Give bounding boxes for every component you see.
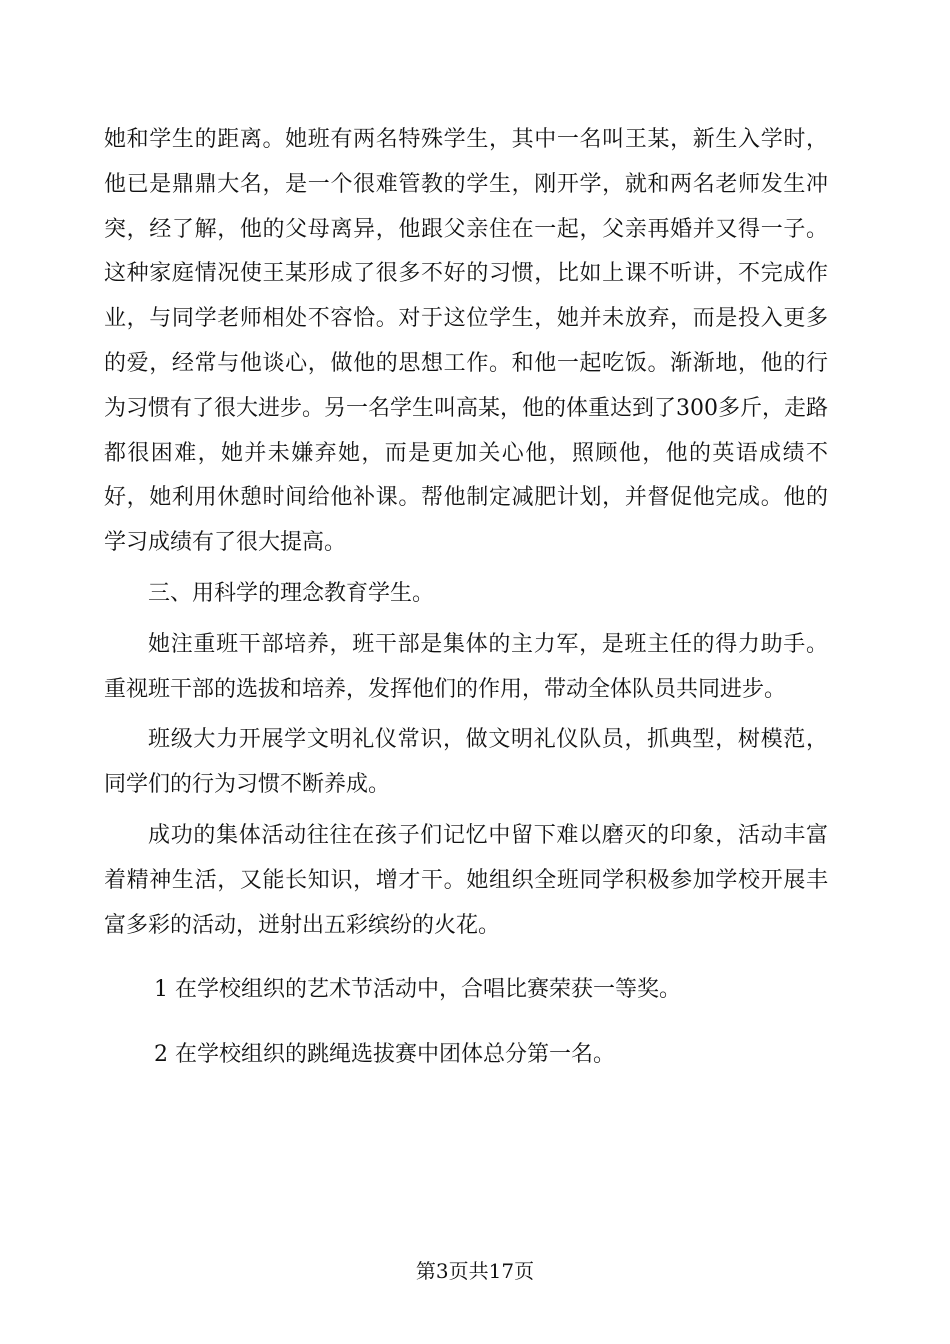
list-item: 2 在学校组织的跳绳选拔赛中团体总分第一名。 <box>154 1042 615 1068</box>
paragraph-etiquette: 班级大力开展学文明礼仪常识，做文明礼仪队员，抓典型，树模范，同学们的行为习惯不断养成。 <box>104 727 828 798</box>
paragraph-class-cadres: 她注重班干部培养，班干部是集体的主力军，是班主任的得力助手。重视班干部的选拔和培养，发挥他们的作用，带动全体队员共同进步。 <box>104 631 828 702</box>
page-number-footer: 第3页共17页 <box>415 1259 535 1283</box>
list-item: 1 在学校组织的艺术节活动中，合唱比赛荣获一等奖。 <box>154 977 681 1003</box>
paragraph-continued: 她和学生的距离。她班有两名特殊学生，其中一名叫王某，新生入学时，他已是鼎鼎大名，是一个很难管教的学生，刚开学，就和两名老师发生冲突，经了解，他的父母离异，他跟父亲住在一起，父亲再婚并又得一子。这种家庭情况使王某形成了很多不好的习惯，比如上课不听讲，不完成作业，与同学老师相处不容恰。对于这位学生，她并未放弃，而是投入更多的爱，经常与他谈心，做他的思想工作。和他一起吃饭。渐渐地，他的行为习惯有了很大进步。另一名学生叫高某，他的体重达到了300多斤，走路都很困难，她并未嫌弃她，而是更加关心他，照顾他，他的英语成绩不好，她利用休憩时间给他补课。帮他制定减肥计划，并督促他完成。他的学习成绩有了很大提高。 <box>104 127 828 556</box>
section-heading: 三、用科学的理念教育学生。 <box>148 580 435 606</box>
document-body <box>104 118 828 1078</box>
paragraph-activities: 成功的集体活动往往在孩子们记忆中留下难以磨灭的印象，活动丰富着精神生活，又能长知识，增才干。她组织全班同学积极参加学校开展丰富多彩的活动，迸射出五彩缤纷的火花。 <box>104 822 828 938</box>
